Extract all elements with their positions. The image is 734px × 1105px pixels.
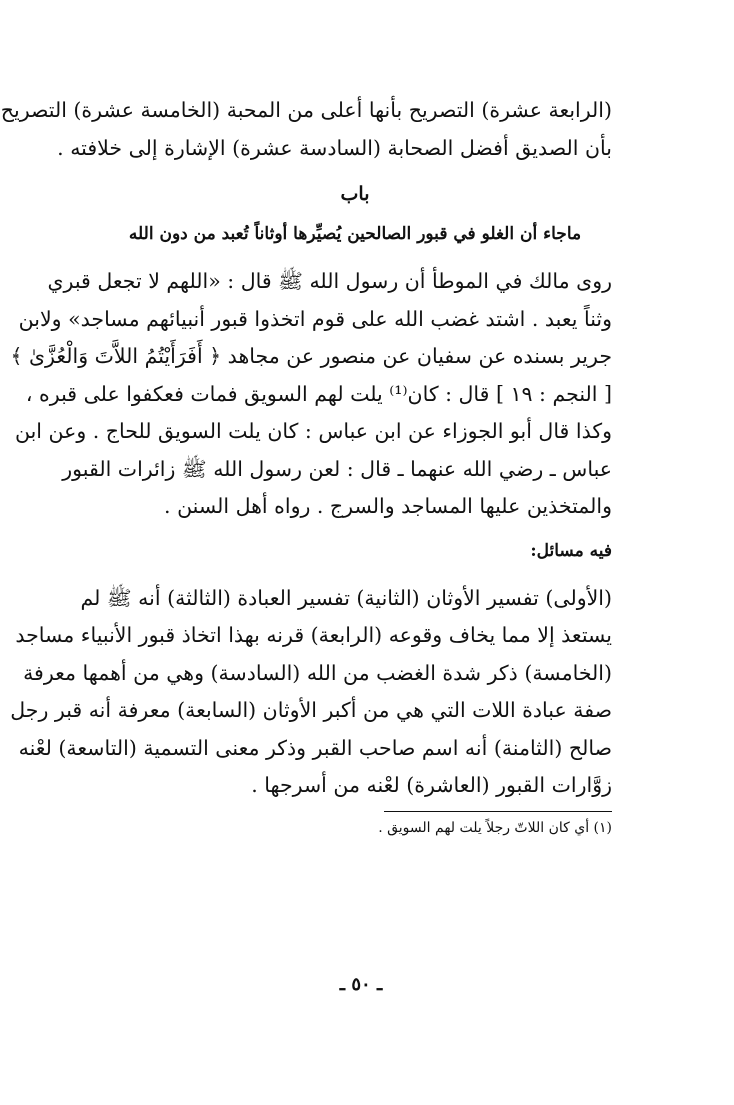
page-body <box>0 92 612 840</box>
main-paragraph <box>10 263 612 526</box>
text-line: (الخامسة) ذكر شدة الغضب من الله (السادسة) وهي من أهمها معرفة <box>23 660 612 685</box>
text-line: صالح (الثامنة) أنه اسم صاحب القبر وذكر معنى التسمية (التاسعة) لعْنه <box>18 735 612 760</box>
chapter-title: ماجاء أن الغلو في قبور الصالحين يُصيِّرها أوثاناً تُعبد من دون الله <box>128 224 582 244</box>
text-line: زوَّارات القبور (العاشرة) لعْنه من أسرجها . <box>251 773 612 797</box>
page-number: ـ ٥٠ ـ <box>339 974 383 995</box>
text-line: [ النجم : ١٩ ] قال : كان⁽¹⁾ يلت لهم السويق فمات فعكفوا على قبره ، <box>25 381 612 406</box>
text-line: جرير بسنده عن سفيان عن منصور عن مجاهد ﴿ أَفَرَأَيْتُمُ اللاَّتَ وَالْعُزَّىٰ ﴾ <box>10 344 612 368</box>
issues-heading: فيه مسائل: <box>530 540 612 561</box>
text-line: روى مالك في الموطأ أن رسول الله ﷺ قال : «اللهم لا تجعل قبري <box>47 269 612 293</box>
footnote: (١) أي كان اللاتّ رجلاً يلت لهم السويق . <box>378 819 612 836</box>
footnote-divider <box>384 811 612 812</box>
text-line: وكذا قال أبو الجوزاء عن ابن عباس : كان يلت السويق للحاج . وعن ابن <box>14 419 612 443</box>
text-line: والمتخذين عليها المساجد والسرج . رواه أهل السنن . <box>164 494 612 518</box>
text-line: يستعذ إلا مما يخاف وقوعه (الرابعة) قرنه بهذا اتخاذ قبور الأنبياء مساجد <box>15 623 612 647</box>
intro-paragraph <box>0 92 612 167</box>
text-line: صفة عبادة اللات التي هي من أكبر الأوثان (السابعة) معرفة أنه قبر رجل <box>10 698 612 722</box>
text-line: (الأولى) تفسير الأوثان (الثانية) تفسير العبادة (الثالثة) أنه ﷺ لم <box>80 585 612 610</box>
text-line: عباس ـ رضي الله عنهما ـ قال : لعن رسول الله ﷺ زائرات القبور <box>62 456 612 481</box>
text-line: (الرابعة عشرة) التصريح بأنها أعلى من المحبة (الخامسة عشرة) التصريح <box>0 98 612 122</box>
text-line: وثناً يعبد . اشتد غضب الله على قوم اتخذوا قبور أنبيائهم مساجد» ولابن <box>18 306 612 331</box>
chapter-label: باب <box>340 183 370 205</box>
text-line: بأن الصديق أفضل الصحابة (السادسة عشرة) الإشارة إلى خلافته . <box>57 135 612 160</box>
issues-paragraph <box>10 580 612 805</box>
